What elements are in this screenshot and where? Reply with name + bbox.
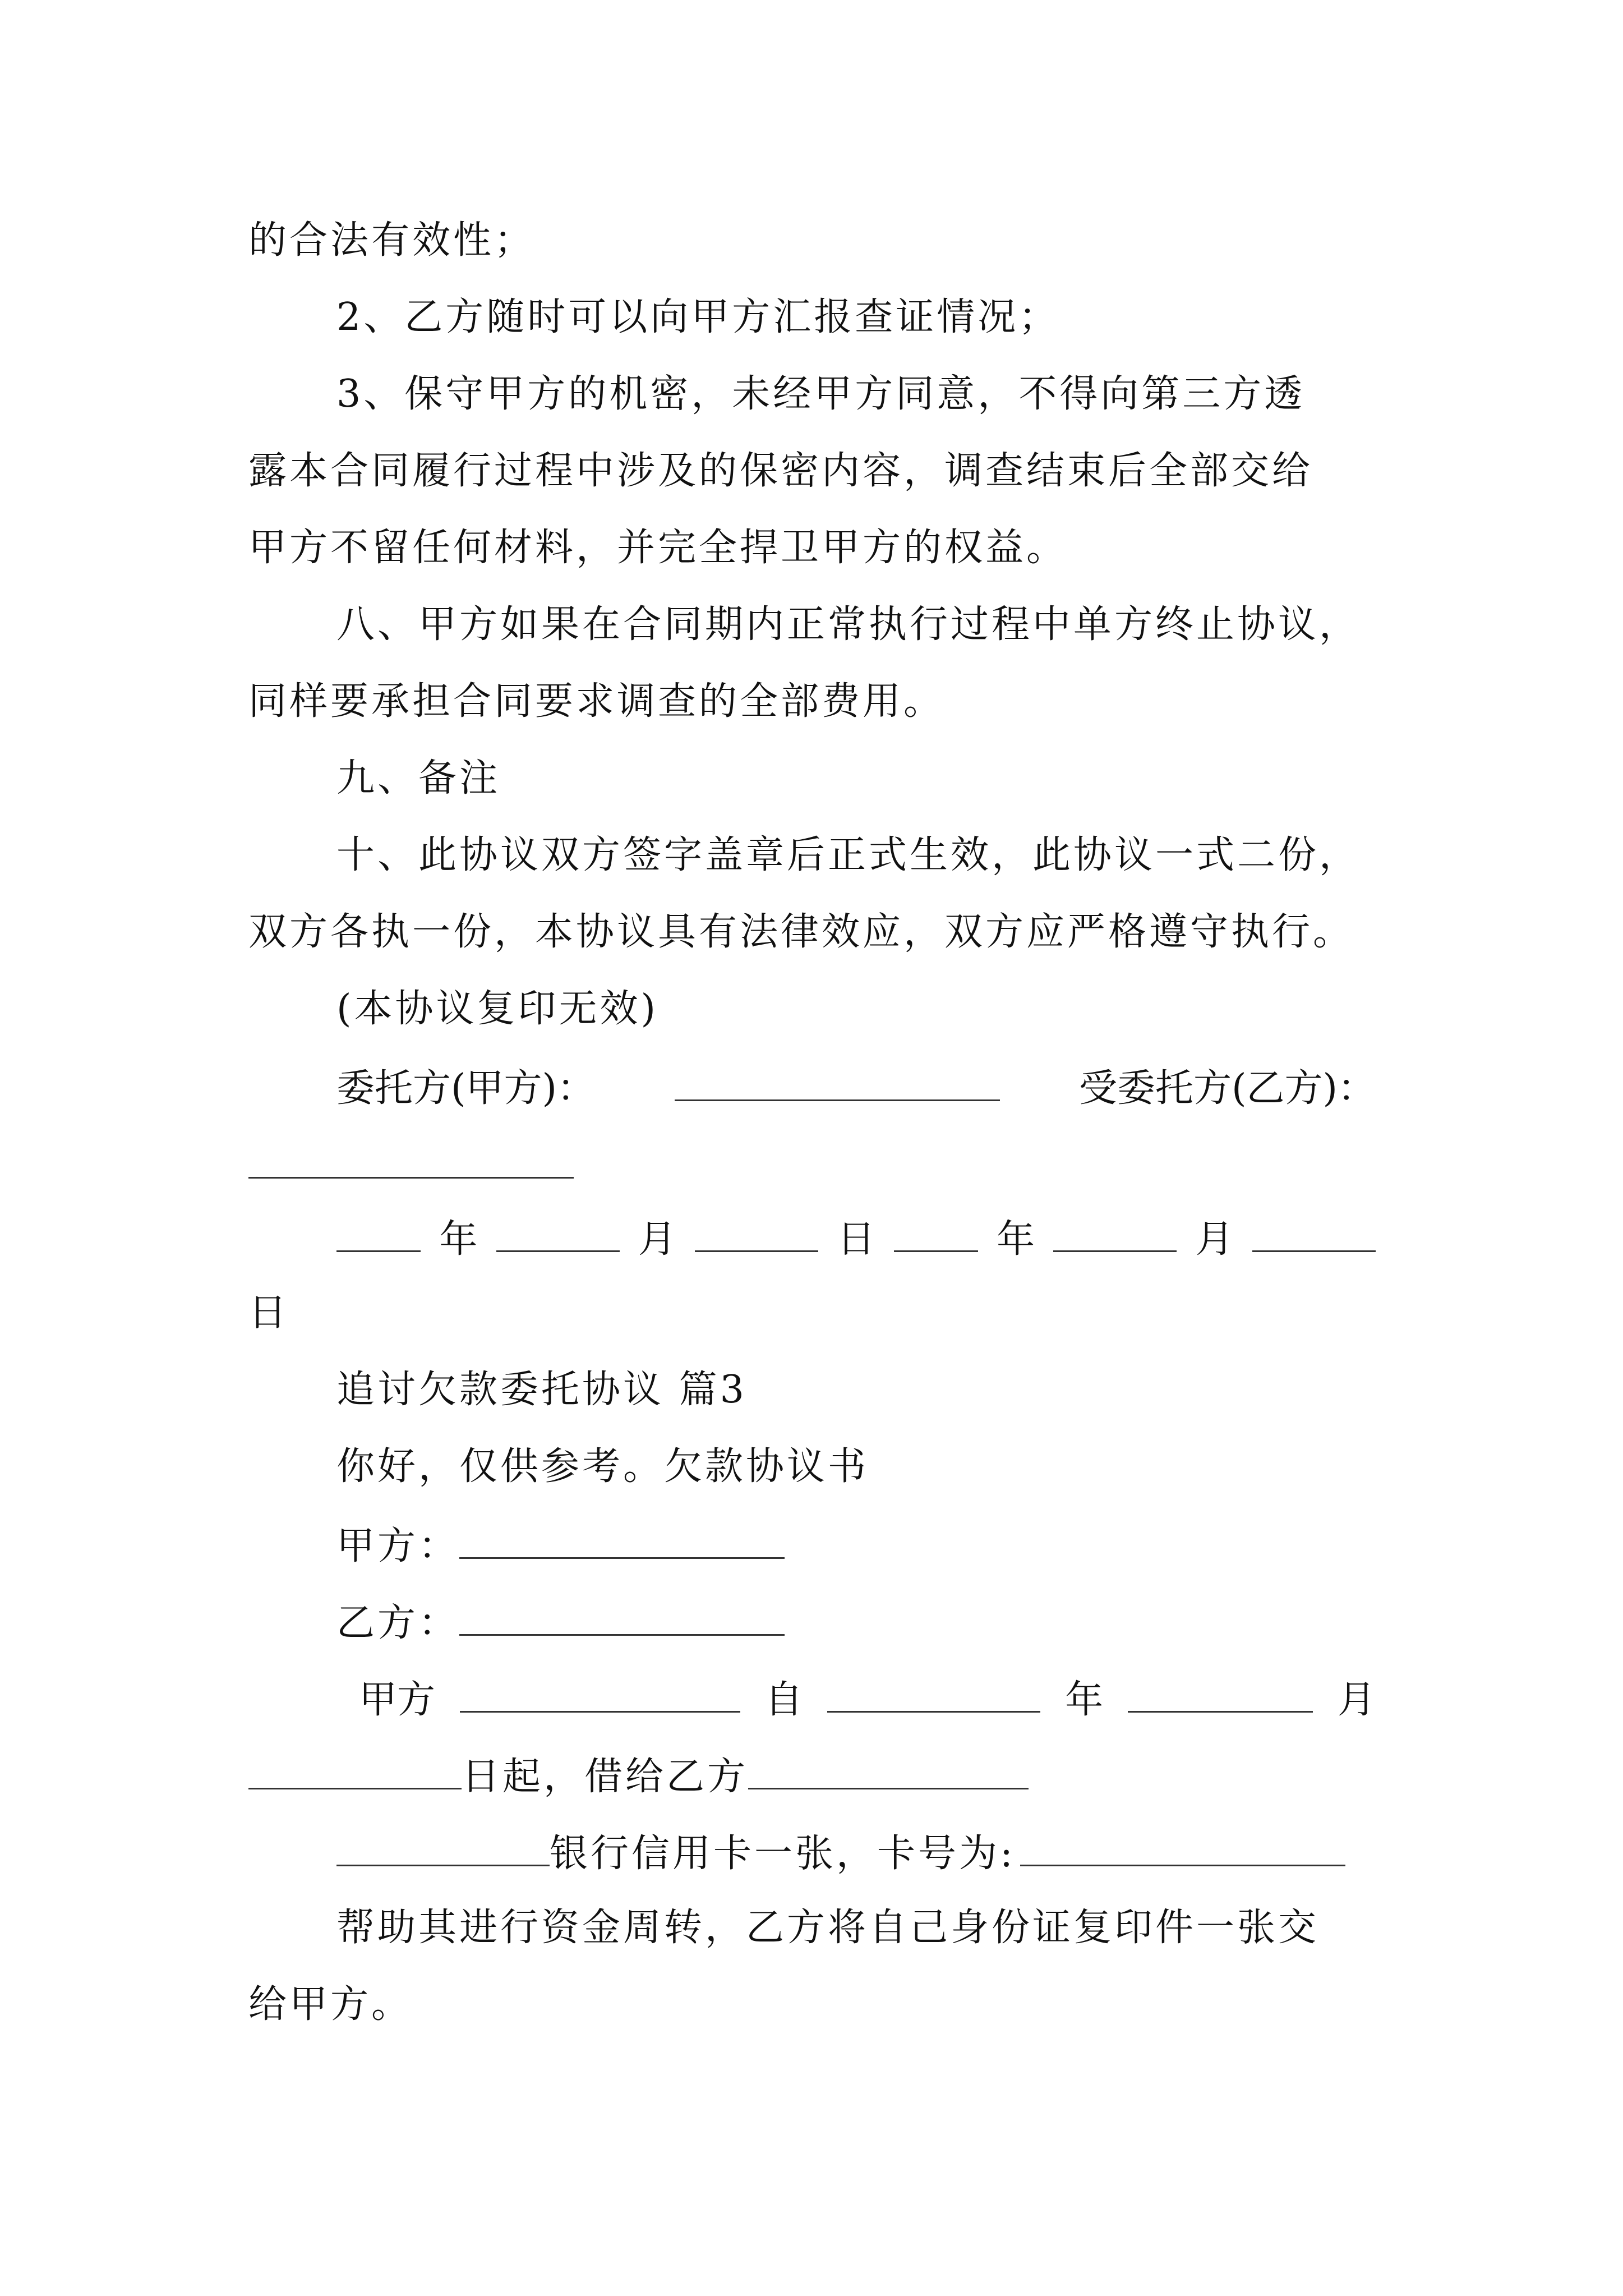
loan-line <box>359 1678 1376 1722</box>
party-a-label: 甲方： <box>336 1524 460 1568</box>
signature-line <box>336 1066 1376 1111</box>
text-line: 露本合同履行过程中涉及的保密内容，调查结束后全部交给 <box>248 449 1313 493</box>
agent-label: 受委托方(乙方)： <box>1078 1066 1376 1111</box>
text-line: 九、备注 <box>336 756 501 800</box>
loan-date-blank[interactable] <box>827 1678 1040 1713</box>
year-label: 年 <box>439 1217 478 1262</box>
principal-signature-blank[interactable] <box>675 1067 1000 1101</box>
loan-line-2 <box>248 1755 1376 1799</box>
loan-day-blank[interactable] <box>248 1755 462 1789</box>
month-blank-1[interactable] <box>496 1218 620 1252</box>
section-intro: 你好，仅供参考。欠款协议书 <box>336 1444 869 1489</box>
text-line: 的合法有效性； <box>248 218 536 263</box>
year-blank-2[interactable] <box>894 1218 978 1252</box>
date-line <box>336 1217 1376 1262</box>
agent-signature-blank[interactable] <box>248 1144 574 1179</box>
year-blank-1[interactable] <box>336 1218 421 1252</box>
text-line: 十、此协议双方签字盖章后正式生效，此协议一式二份， <box>336 833 1361 877</box>
text-line: 双方各执一份，本协议具有法律效应，双方应严格遵守执行。 <box>248 910 1354 954</box>
month-label-2: 月 <box>1195 1217 1234 1262</box>
loan-month: 月 <box>1337 1678 1376 1722</box>
text-line: 3、保守甲方的机密，未经甲方同意，不得向第三方透 <box>336 372 1306 416</box>
party-b-line <box>336 1601 1464 1645</box>
loan-party-a: 甲方 <box>359 1678 436 1722</box>
day-label: 日 <box>837 1217 875 1262</box>
text-line: 2、乙方随时可以向甲方汇报查证情况； <box>336 295 1060 339</box>
month-label: 月 <box>638 1217 676 1262</box>
text-line: 帮助其进行资金周转，乙方将自己身份证复印件一张交 <box>336 1906 1320 1950</box>
loan-party-blank[interactable] <box>460 1678 740 1713</box>
text-line: 甲方不留任何材料，并完全捍卫甲方的权益。 <box>248 526 1068 570</box>
day-blank-1[interactable] <box>695 1218 818 1252</box>
bank-line <box>336 1832 1464 1876</box>
loan-line-2-text: 日起，借给乙方 <box>462 1755 749 1799</box>
bank-line-text: 银行信用卡一张，卡号为: <box>550 1832 1016 1876</box>
borrower-blank[interactable] <box>748 1755 1029 1789</box>
text-line: 给甲方。 <box>248 1982 413 2027</box>
bank-name-blank[interactable] <box>336 1832 550 1866</box>
year-label-2: 年 <box>997 1217 1035 1262</box>
party-a-line <box>336 1525 1464 1566</box>
loan-month-blank[interactable] <box>1128 1678 1313 1713</box>
loan-year: 年 <box>1065 1678 1104 1722</box>
loan-from: 自 <box>764 1678 803 1722</box>
day-blank-2[interactable] <box>1252 1218 1376 1252</box>
text-line: 八、甲方如果在合同期内正常执行过程中单方终止协议， <box>336 602 1361 647</box>
card-number-blank[interactable] <box>1020 1832 1345 1866</box>
text-line: (本协议复印无效) <box>336 987 659 1031</box>
section-title: 追讨欠款委托协议 篇3 <box>336 1368 747 1412</box>
principal-label: 委托方(甲方)： <box>336 1066 596 1111</box>
party-a-blank[interactable] <box>459 1525 785 1559</box>
day-label-wrapped: 日 <box>248 1291 290 1335</box>
text-line: 同样要承担合同要求调查的全部费用。 <box>248 679 945 724</box>
party-b-label: 乙方： <box>336 1601 460 1645</box>
party-b-blank[interactable] <box>459 1602 785 1636</box>
month-blank-2[interactable] <box>1053 1218 1177 1252</box>
